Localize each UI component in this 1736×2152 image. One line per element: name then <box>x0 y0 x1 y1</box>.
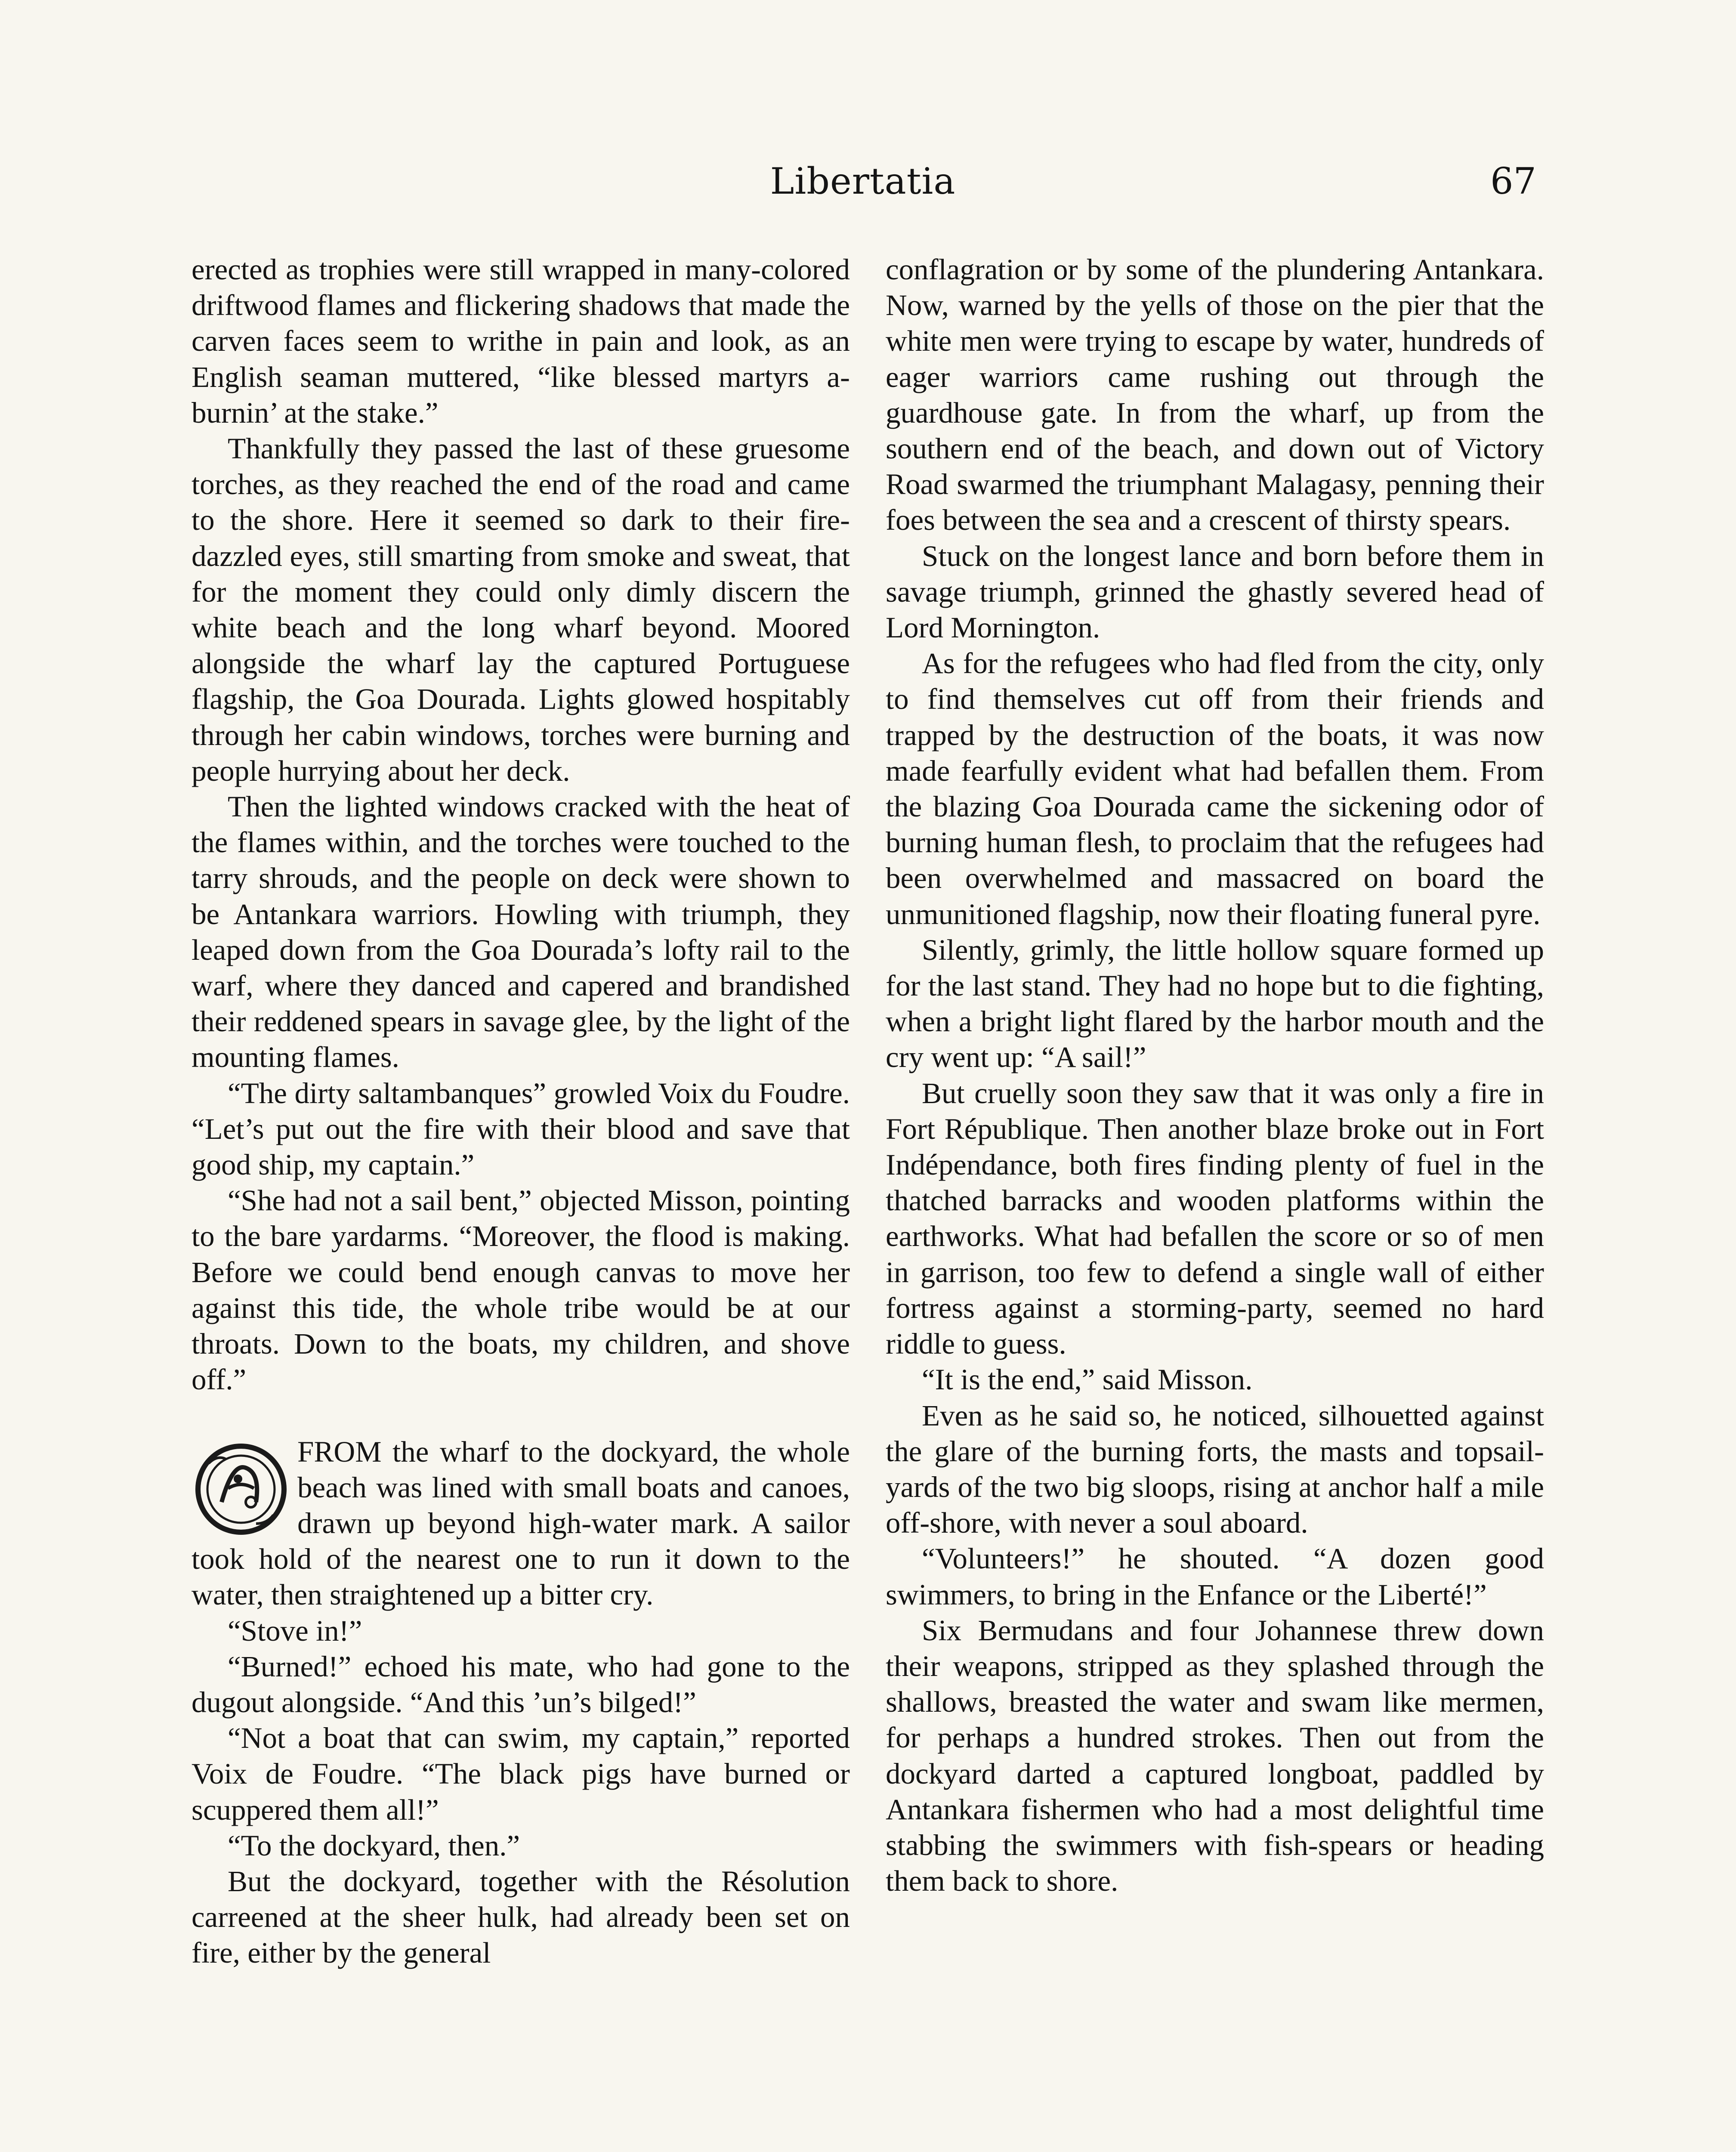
page-number: 67 <box>1490 160 1536 202</box>
paragraph: Silently, grimly, the little hollow square formed up for the last stand. They had no hope but to die fighting, when a bright light flared by the harbor mouth and the cry went up: “A sail!” <box>886 933 1544 1074</box>
paragraph: “Volunteers!” he shouted. “A dozen good swimmers, to bring in the Enfance or the Liberté!” <box>886 1542 1544 1611</box>
page-header <box>189 160 1536 212</box>
paragraph: Six Bermudans and four Johannese threw down their weapons, stripped as they splashed through the shallows, breasted the water and swam like mermen, for perhaps a hundred strokes. Then out from the dockyard darted a captured longboat, paddled by Antankara fishermen who had a most delightful time stabbing the swimmers with fish-spears or heading them back to shore. <box>886 1614 1544 1898</box>
dropcap-paragraph <box>192 1434 850 1613</box>
section-break <box>192 1398 850 1434</box>
paragraph: As for the refugees who had fled from the city, only to find themselves cut off from their friends and trapped by the destruction of the boats, it was now made fearfully evident what had befallen them. From the blazing Goa Dourada came the sickening odor of burning human flesh, to proclaim that the refugees had been overwhelmed and massacred on board the unmunitioned flagship, now their floating funeral pyre. <box>886 647 1544 931</box>
paragraph: Thankfully they passed the last of these gruesome torches, as they reached the end of the road and came to the shore. Here it seemed so dark to their fire-dazzled eyes, still smarting from smoke and sweat, that for the moment they could only dimly discern the white beach and the long wharf beyond. Moored alongside the wharf lay the captured Portuguese flagship, the Goa Dourada. Lights glowed hospitably through her cabin windows, torches were burning and people hurrying about her deck. <box>192 432 850 787</box>
paragraph: “Stove in!” <box>228 1614 362 1647</box>
paragraph: “Burned!” echoed his mate, who had gone to the dugout alongside. “And this ’un’s bilged!” <box>192 1650 850 1719</box>
paragraph: “She had not a sail bent,” objected Misson, pointing to the bare yardarms. “Moreover, the flood is making. Before we could bend enough canvas to move her against this tide, the whole tribe would be at our throats. Down to the boats, my children, and shove off.” <box>192 1184 850 1396</box>
paragraph: Then the lighted windows cracked with the heat of the flames within, and the torches were touched to the tarry shrouds, and the people on deck were shown to be Antankara warriors. Howling with triumph, they leaped down from the Goa Dourada’s lofty rail to the warf, where they danced and capered and brandished their reddened spears in savage glee, by the light of the mounting flames. <box>192 790 850 1074</box>
paragraph: “Not a boat that can swim, my captain,” reported Voix de Foudre. “The black pigs have burned or scuppered them all!” <box>192 1722 850 1826</box>
left-column <box>192 252 850 1971</box>
ornate-dropcap-icon <box>192 1438 290 1541</box>
running-title: Libertatia <box>770 160 956 202</box>
paragraph: “The dirty saltambanques” growled Voix du Foudre. “Let’s put out the fire with their blood and save that good ship, my captain.” <box>192 1076 850 1181</box>
paragraph: Even as he said so, he noticed, silhouetted against the glare of the burning forts, the masts and topsail-yards of the two big sloops, rising at anchor half a mile off-shore, with never a soul aboard. <box>886 1399 1544 1540</box>
paragraph: FROM the wharf to the dockyard, the whole beach was lined with small boats and canoes, drawn up beyond high-water mark. A sailor took hold of the nearest one to run it down to the water, then straightened up a bitter cry. <box>192 1435 850 1611</box>
paragraph: conflagration or by some of the plundering Antankara. Now, warned by the yells of those on the pier that the white men were trying to escape by water, hundreds of eager warriors came rushing out through the guardhouse gate. In from the wharf, up from the southern end of the beach, and down out of Victory Road swarmed the triumphant Malagasy, penning their foes between the sea and a crescent of thirsty spears. <box>886 253 1544 537</box>
paragraph: “It is the end,” said Misson. <box>922 1363 1253 1396</box>
paragraph: But cruelly soon they saw that it was only a fire in Fort République. Then another blaze broke out in Fort Indépendance, both fires finding plenty of fuel in the thatched barracks and wooden platforms within the earthworks. What had befallen the score or so of men in garrison, too few to defend a single wall of either fortress against a storming-party, seemed no hard riddle to guess. <box>886 1076 1544 1360</box>
paragraph: But the dockyard, together with the Résolution carreened at the sheer hulk, had already been set on fire, either by the general <box>192 1864 850 1970</box>
paragraph: erected as trophies were still wrapped in many-colored driftwood flames and flickering shadows that made the carven faces seem to writhe in pain and look, as an English seaman muttered, “like blessed martyrs a-burnin’ at the stake.” <box>192 253 850 429</box>
paragraph: “To the dockyard, then.” <box>228 1829 520 1862</box>
paragraph: Stuck on the longest lance and born before them in savage triumph, grinned the ghastly severed head of Lord Mornington. <box>886 539 1544 644</box>
right-column <box>886 252 1544 1899</box>
